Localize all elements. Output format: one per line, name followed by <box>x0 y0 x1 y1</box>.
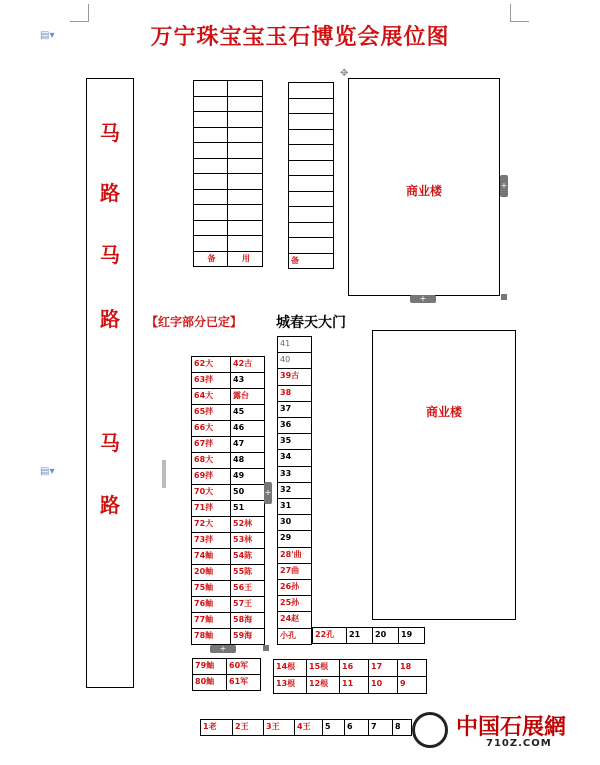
booth-cell: 63拌 <box>191 372 231 389</box>
commercial-building <box>348 78 500 296</box>
booth-cell: 64大 <box>191 388 231 405</box>
booth-cell: 47 <box>230 436 265 453</box>
crop-mark <box>88 4 89 22</box>
booth-cell: 17 <box>368 659 398 677</box>
upper-right-booth-cell: 备 <box>288 253 334 270</box>
booth-cell: 5 <box>322 719 345 736</box>
booth-cell: 26孙 <box>277 579 312 596</box>
upper-booth-cell <box>193 204 228 221</box>
main-gate-label: 城春天大门 <box>276 315 346 331</box>
booth-cell: 露台 <box>230 388 265 405</box>
building-label: 商业楼 <box>425 405 462 419</box>
watermark-logo-icon <box>412 712 448 748</box>
booth-cell: 9 <box>397 676 427 694</box>
road-label: 马 <box>100 431 120 455</box>
commercial-building <box>372 330 516 620</box>
booth-cell: 20鲉 <box>191 564 231 581</box>
booth-cell: 20 <box>372 627 399 644</box>
scroll-indicator[interactable] <box>162 460 166 488</box>
upper-booth-cell <box>227 173 263 190</box>
booth-cell: 22孔 <box>312 627 347 644</box>
booth-cell: 3王 <box>263 719 295 736</box>
booth-cell: 18 <box>397 659 427 677</box>
booth-cell: 24赵 <box>277 611 312 628</box>
upper-booth-cell <box>227 96 263 113</box>
upper-booth-cell <box>193 111 228 128</box>
upper-right-booth-cell <box>288 113 334 130</box>
booth-cell: 71拌 <box>191 500 231 517</box>
upper-booth-cell <box>227 204 263 221</box>
upper-right-booth-cell <box>288 191 334 208</box>
upper-right-booth-cell <box>288 144 334 161</box>
booth-cell: 21 <box>346 627 373 644</box>
booth-cell: 35 <box>277 433 312 450</box>
move-handle-icon[interactable]: ✥ <box>340 68 349 79</box>
booth-cell: 30 <box>277 514 312 531</box>
booth-cell: 38 <box>277 385 312 402</box>
booth-cell: 57王 <box>230 596 265 613</box>
booth-cell: 75鲉 <box>191 580 231 597</box>
booth-cell: 56王 <box>230 580 265 597</box>
booth-cell: 4王 <box>294 719 323 736</box>
booth-cell: 40 <box>277 352 312 369</box>
booth-cell: 25孙 <box>277 595 312 612</box>
booth-cell: 12根 <box>306 676 340 694</box>
booth-cell: 16 <box>339 659 369 677</box>
upper-right-booth-cell <box>288 237 334 254</box>
booth-cell: 6 <box>344 719 369 736</box>
booth-cell: 43 <box>230 372 265 389</box>
booth-cell: 46 <box>230 420 265 437</box>
booth-cell: 66大 <box>191 420 231 437</box>
upper-booth-cell <box>227 158 263 175</box>
crop-mark <box>511 21 529 22</box>
booth-cell: 67拌 <box>191 436 231 453</box>
upper-right-booth-cell <box>288 222 334 239</box>
booth-cell: 76鲉 <box>191 596 231 613</box>
resize-handle[interactable]: + <box>210 645 236 653</box>
booth-cell: 34 <box>277 449 312 466</box>
upper-right-booth-cell <box>288 160 334 177</box>
road-label: 马 <box>100 121 120 145</box>
booth-cell: 45 <box>230 404 265 421</box>
upper-booth-cell: 备 <box>193 251 228 268</box>
resize-corner-icon[interactable] <box>501 294 507 300</box>
booth-cell: 60军 <box>226 658 261 675</box>
booth-cell: 48 <box>230 452 265 469</box>
booth-cell: 58海 <box>230 612 265 629</box>
road-label: 路 <box>100 181 120 205</box>
resize-handle[interactable]: + <box>500 175 508 197</box>
booth-cell: 69拌 <box>191 468 231 485</box>
booth-cell: 49 <box>230 468 265 485</box>
crop-mark <box>70 21 88 22</box>
booth-cell: 73拌 <box>191 532 231 549</box>
booth-cell: 39古 <box>277 368 312 385</box>
upper-right-booth-cell <box>288 129 334 146</box>
crop-mark <box>510 4 511 22</box>
booth-cell: 27曲 <box>277 563 312 580</box>
booth-cell: 53林 <box>230 532 265 549</box>
booth-cell: 28'曲 <box>277 547 312 564</box>
road-label: 马 <box>100 243 120 267</box>
upper-right-booth-cell <box>288 175 334 192</box>
booth-cell: 15根 <box>306 659 340 677</box>
resize-handle[interactable]: + <box>410 295 436 303</box>
document-icon[interactable]: ▤▾ <box>40 466 55 477</box>
upper-booth-cell <box>193 96 228 113</box>
upper-booth-cell <box>193 142 228 159</box>
booth-cell: 14根 <box>273 659 307 677</box>
page-title: 万宁珠宝宝玉石博览会展位图 <box>150 24 450 50</box>
booth-cell: 51 <box>230 500 265 517</box>
booth-cell: 42古 <box>230 356 265 373</box>
booth-cell: 72大 <box>191 516 231 533</box>
booth-cell: 55陈 <box>230 564 265 581</box>
upper-right-booth-cell <box>288 206 334 223</box>
booth-cell: 70大 <box>191 484 231 501</box>
booth-cell: 61军 <box>226 674 261 691</box>
booth-cell: 8 <box>392 719 412 736</box>
reserved-notice: 【红字部分已定】 <box>146 315 243 329</box>
road-column <box>86 78 134 688</box>
booth-cell: 65拌 <box>191 404 231 421</box>
booth-cell: 54陈 <box>230 548 265 565</box>
booth-cell: 32 <box>277 482 312 499</box>
booth-cell: 36 <box>277 417 312 434</box>
booth-cell: 77鲉 <box>191 612 231 629</box>
booth-cell: 11 <box>339 676 369 694</box>
booth-cell: 31 <box>277 498 312 515</box>
watermark-url: 710Z.COM <box>486 738 552 749</box>
booth-cell: 62大 <box>191 356 231 373</box>
booth-cell: 1老 <box>200 719 233 736</box>
booth-cell: 68大 <box>191 452 231 469</box>
booth-cell: 50 <box>230 484 265 501</box>
upper-booth-cell <box>193 189 228 206</box>
booth-cell: 52林 <box>230 516 265 533</box>
booth-cell: 41 <box>277 336 312 353</box>
upper-booth-cell <box>193 235 228 252</box>
building-label: 商业楼 <box>405 184 442 198</box>
booth-cell: 37 <box>277 401 312 418</box>
booth-cell: 33 <box>277 466 312 483</box>
booth-cell: 10 <box>368 676 398 694</box>
road-label: 路 <box>100 493 120 517</box>
upper-booth-cell <box>193 80 228 97</box>
booth-cell: 2王 <box>232 719 264 736</box>
booth-cell: 80鲉 <box>192 674 227 691</box>
upper-booth-cell <box>227 220 263 237</box>
road-label: 路 <box>100 307 120 331</box>
upper-booth-cell <box>227 127 263 144</box>
upper-booth-cell <box>193 127 228 144</box>
upper-booth-cell <box>193 173 228 190</box>
upper-right-booth-cell <box>288 82 334 99</box>
upper-booth-cell <box>193 158 228 175</box>
booth-cell: 7 <box>368 719 393 736</box>
upper-right-booth-cell <box>288 98 334 115</box>
watermark-text: 中国石展網 <box>456 714 567 740</box>
booth-cell: 79鲉 <box>192 658 227 675</box>
upper-booth-cell <box>193 220 228 237</box>
resize-corner-icon[interactable] <box>263 645 269 651</box>
booth-cell: 74鲉 <box>191 548 231 565</box>
document-icon[interactable]: ▤▾ <box>40 30 55 41</box>
booth-cell: 29 <box>277 530 312 547</box>
resize-handle[interactable]: + <box>264 482 272 504</box>
upper-booth-cell <box>227 235 263 252</box>
upper-booth-cell <box>227 80 263 97</box>
upper-booth-cell <box>227 111 263 128</box>
booth-cell: 19 <box>398 627 425 644</box>
upper-booth-cell <box>227 142 263 159</box>
booth-cell: 13根 <box>273 676 307 694</box>
booth-cell: 小孔 <box>277 628 312 645</box>
booth-cell: 59海 <box>230 628 265 645</box>
upper-booth-cell: 用 <box>227 251 263 268</box>
booth-cell: 78鲉 <box>191 628 231 645</box>
upper-booth-cell <box>227 189 263 206</box>
